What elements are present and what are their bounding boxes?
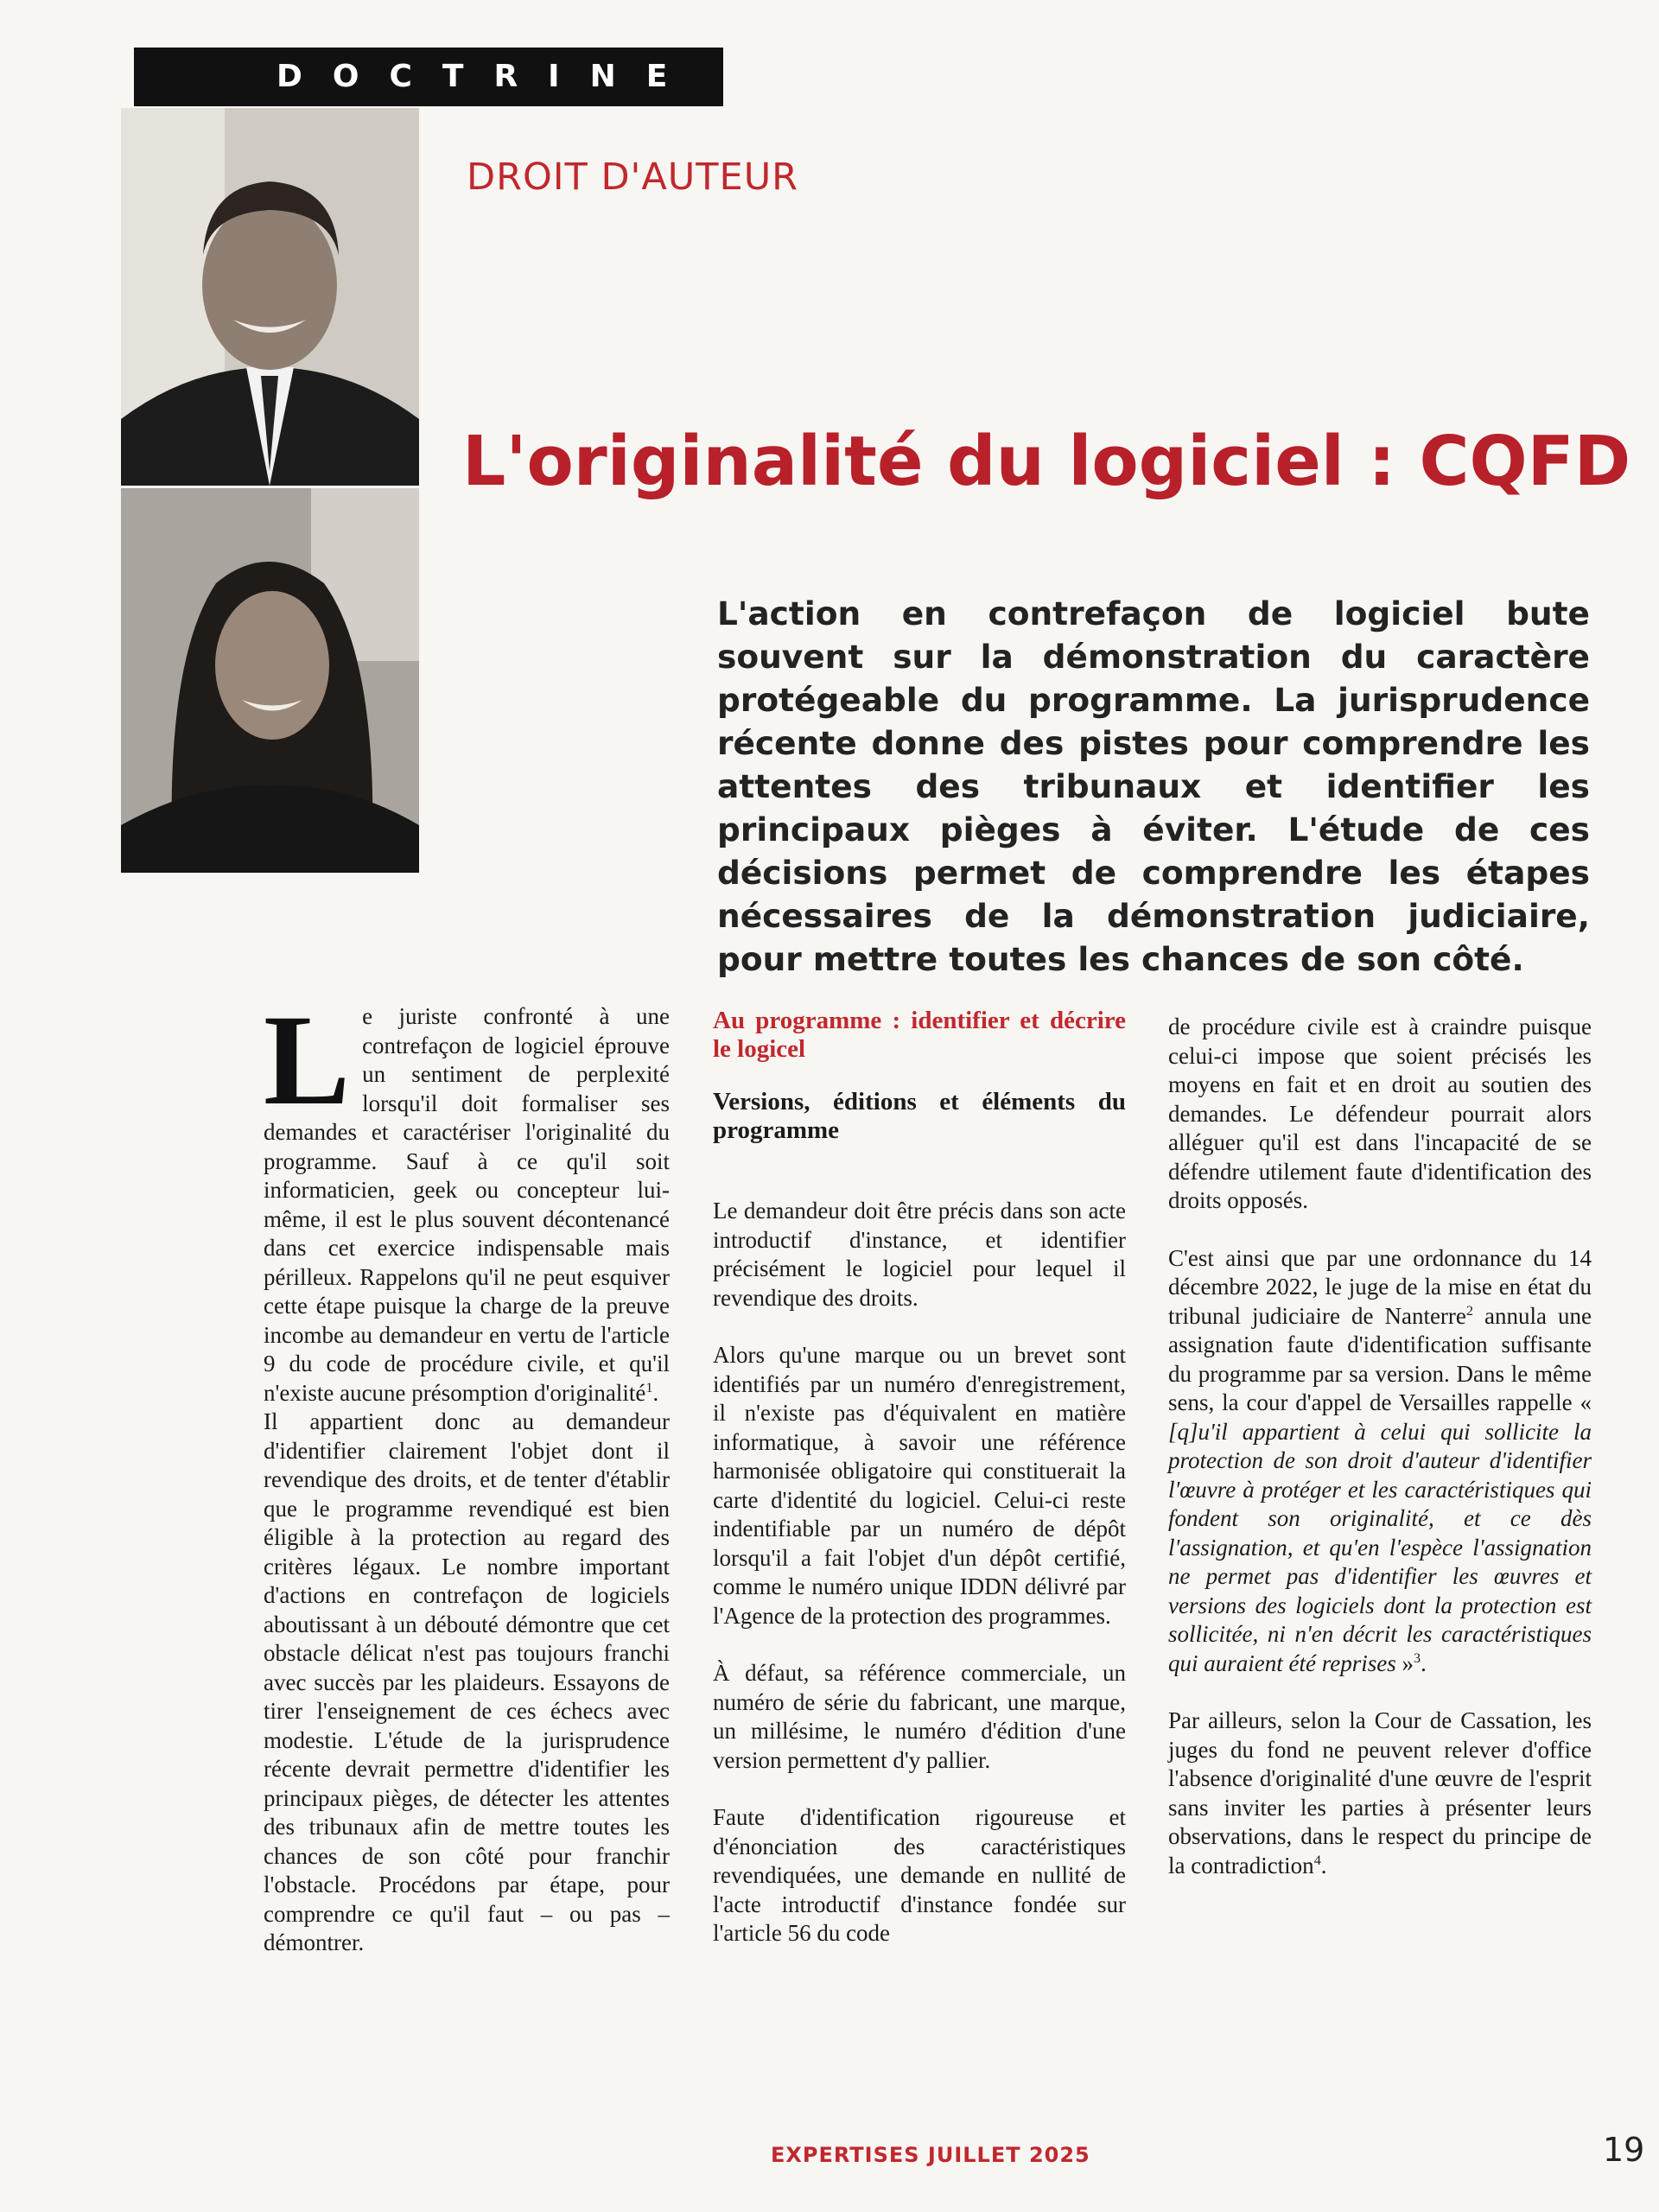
drop-cap: L [264, 988, 351, 1132]
paragraph: Alors qu'une marque ou un brevet sont identifiés par un numéro d'enregistrement, il n'existe pas d'équivalent en matière informatique, à savoir une référence harmonisée obligatoire qui constituerait la carte d'identité du logiciel. Celui-ci reste indentifiable par un numéro de dépôt lorsqu'il a fait l'objet d'un dépôt certifié, comme le numéro unique IDDN délivré par l'Agence de la protection des programmes. [713, 1342, 1126, 1629]
paragraph-text: e juriste confronté à une contrefaçon de logiciel éprouve un sentiment de perplexité lorsqu'il doit formaliser ses demandes et caractériser l'originalité du programme. Sauf à ce qu'il soit informaticien, geek ou concepteur lui-même, il est le plus souvent décontenancé dans cet exercice indispensable mais périlleux. Rappelons qu'il ne peut esquiver cette étape puisque la charge de la preuve incombe au demandeur en vertu de l'article 9 du code de procédure civile, et qu'il n'existe aucune présomption d'originalité [264, 1003, 670, 1406]
paragraph: Il appartient donc au demandeur d'identifier clairement l'objet dont il revendique des droits, et de tenter d'établir que le programme revendiqué est bien éligible à la protection au regard des critères légaux. Le nombre important d'actions en contrefaçon de logiciels aboutissant à un débouté démontre que cet obstacle délicat n'est pas toujours franchi avec succès par les plaideurs. Essayons de tirer l'enseignement de ces échecs avec modestie. L'étude de la jurisprudence récente devrait permettre d'identifier les principaux pièges, de détecter les attentes des tribunaux afin de mettre toutes les chances de son côté pour franchir l'obstacle. Procédons par étape, pour comprendre ce qu'il faut – ou pas – démontrer. [264, 1408, 670, 1955]
column-2 [713, 1007, 1126, 1977]
portrait-man-image [121, 108, 419, 486]
footnote-ref: 4 [1313, 1852, 1321, 1868]
portrait-woman-image [121, 488, 419, 873]
page-number: 19 [1603, 2131, 1645, 2169]
author-photo-2 [121, 488, 419, 873]
quote-close: » [1395, 1649, 1414, 1676]
column-1 [264, 988, 670, 1958]
paragraph-text: C'est ainsi que par une ordonnance du 14 décembre 2022, le juge de la mise en état du tribunal judiciaire de Nanterre [1168, 1244, 1592, 1329]
section-label: DOCTRINE [276, 59, 698, 94]
paragraph: e juriste confronté à une contrefaçon de logiciel éprouve un sentiment de perplexité lorsqu'il doit formaliser ses demandes et caractériser l'originalité du programme. Sauf à ce qu'il soit informaticien, geek ou concepteur lui-même, il est le plus souvent décontenancé dans cet exercice indispensable mais périlleux. Rappelons qu'il ne peut esquiver cette étape puisque la charge de la preuve incombe au demandeur en vertu de l'article 9 du code de procédure civile, et qu'il n'existe aucune présomption d'originalité$^1$. [264, 1003, 670, 1406]
paragraph: de procédure civile est à craindre puisque celui-ci impose que soient précisés les moyens en fait et en droit au soutien des demandes. Le défendeur pourrait alors alléguer qu'il est dans l'incapacité de se défendre utilement faute d'identification des droits opposés. [1168, 1014, 1592, 1213]
rubric-label: DROIT D'AUTEUR [467, 156, 799, 199]
footnote-ref: 1 [645, 1379, 653, 1395]
paragraph: Par ailleurs, selon la Cour de Cassation, les juges du fond ne peuvent relever d'office l'absence d'originalité d'une œuvre de l'esprit sans inviter les parties à présenter leurs observations, dans le respect du principe de la contradiction$^4$. [1168, 1707, 1592, 1878]
footnote-ref: 3 [1413, 1649, 1421, 1666]
article-title: L'originalité du logiciel : CQFD [462, 422, 1631, 501]
paragraph: À défaut, sa référence commerciale, un numéro de série du fabricant, une marque, un millésime, le numéro d'édition d'une version permettent d'y pallier. [713, 1660, 1126, 1773]
magazine-footer: EXPERTISES JUILLET 2025 [771, 2143, 1090, 2167]
section-heading: Au programme : identifier et décrire le logicel [713, 1007, 1126, 1063]
paragraph: C'est ainsi que par une ordonnance du 14 décembre 2022, le juge de la mise en état du tribunal judiciaire de Nanterre$^2$ annula une assignation faute d'identification suffisante du programme par sa version. Dans le même sens, la cour d'appel de Versailles rappelle « [q]u'il appartient à celui qui sollicite la protection de son droit d'auteur d'identifier l'œuvre à protéger et les caractéristiques qui fondent son originalité, et ce dès l'assignation, et qu'en l'espèce l'assignation ne permet pas d'identifier les œuvres et versions des logiciels dont la protection est sollicitée, ni n'en décrit les caractéristiques qui auraient été reprises »$^3$. [1168, 1244, 1592, 1676]
section-subheading: Versions, éditions et éléments du programme [713, 1088, 1126, 1144]
quotation: [q]u'il appartient à celui qui sollicite la protection de son droit d'auteur d'identifier l'œuvre à protéger et les caractéristiques qui fondent son originalité, et ce dès l'assignation, et qu'en l'espèce l'assignation ne permet pas d'identifier les œuvres et versions des logiciels dont la protection est sollicitée, ni n'en décrit les caractéristiques qui auraient été reprises [1168, 1418, 1592, 1676]
paragraph: Le demandeur doit être précis dans son acte introductif d'instance, et identifier précisément le logiciel pour lequel il revendique des droits. [713, 1198, 1126, 1311]
paragraph-text: Par ailleurs, selon la Cour de Cassation, les juges du fond ne peuvent relever d'office l'absence d'originalité d'une œuvre de l'esprit sans inviter les parties à présenter leurs observations, dans le respect du principe de la contradiction [1168, 1707, 1592, 1878]
paragraph: Faute d'identification rigoureuse et d'énonciation des caractéristiques revendiquées, une demande en nullité de l'acte introductif d'instance fondée sur l'article 56 du code [713, 1804, 1126, 1946]
paragraph-text: annula une assignation faute d'identification suffisante du programme par sa version. Dans le même sens, la cour d'appel de Versailles rappelle « [1168, 1302, 1592, 1415]
column-3 [1168, 1013, 1592, 1909]
footnote-ref: 2 [1465, 1302, 1473, 1319]
author-photo-1 [121, 108, 419, 486]
article-lede: L'action en contrefaçon de logiciel bute souvent sur la démonstration du caractère protégeable du programme. La jurisprudence récente donne des pistes pour comprendre les attentes des tribunaux et identifier les principaux pièges à éviter. L'étude de ces décisions permet de comprendre les étapes nécessaires de la démonstration judiciaire, pour mettre toutes les chances de son côté. [717, 594, 1590, 978]
